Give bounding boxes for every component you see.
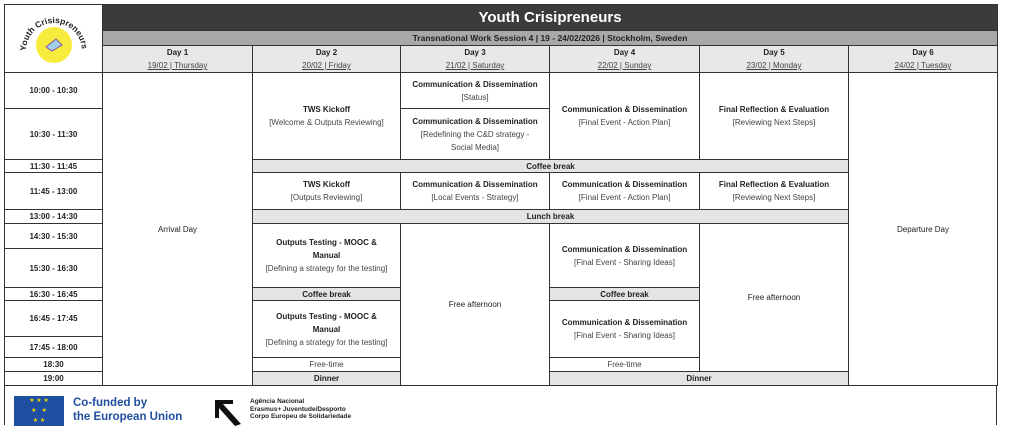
session-cell (400, 108, 550, 160)
time-slot: 11:30 - 11:45 (4, 159, 103, 173)
time-slot: 16:30 - 16:45 (4, 287, 103, 301)
session-title: Communication & Dissemination (561, 105, 688, 114)
session-detail: [Redefining the C&D strategy - Social Media] (420, 129, 530, 152)
session-cell (699, 72, 849, 160)
eu-flag-icon: ★ ★ ★ ★ ★ ★ ★ (14, 396, 64, 426)
agency-line: Agência Nacional (250, 398, 305, 405)
session-detail: [Reviewing Next Steps] (732, 193, 816, 202)
agency-logo-icon (213, 398, 243, 426)
session-detail: [Status] (461, 92, 489, 102)
day-label: Day 6 (912, 48, 934, 57)
session-cell (699, 172, 849, 210)
lunch-break-row: Lunch break (252, 209, 849, 224)
agency-line: Corpo Europeu de Solidariedade (250, 413, 352, 420)
day-header (848, 45, 998, 73)
dinner-cell: Dinner (252, 371, 401, 386)
eu-line: Co-funded by (73, 397, 148, 409)
session-title: TWS Kickoff (302, 105, 351, 114)
day-header (102, 45, 253, 73)
time-slot: 15:30 - 16:30 (4, 248, 103, 288)
session-title: TWS Kickoff (302, 180, 351, 189)
time-slot: 13:00 - 14:30 (4, 209, 103, 224)
time-slot: 16:45 - 17:45 (4, 300, 103, 337)
session-cell (252, 300, 401, 358)
session-detail: [Welcome & Outputs Reviewing] (269, 118, 384, 127)
session-subtitle: Transnational Work Session 4 | 19 - 24/02/2026 | Stockholm, Sweden (102, 30, 998, 46)
day-header (400, 45, 550, 73)
time-slot: 14:30 - 15:30 (4, 223, 103, 249)
free-afternoon-cell: Free afternoon (400, 223, 550, 386)
session-title: Outputs Testing - MOOC & Manual (276, 238, 377, 260)
time-slot: 18:30 (4, 357, 103, 372)
session-detail: [Reviewing Next Steps] (732, 118, 816, 127)
coffee-break-cell: Coffee break (252, 287, 401, 301)
agency-line: Erasmus+ Juventude/Desporto (250, 405, 346, 413)
eu-cofunded-text (73, 396, 182, 424)
svg-text:Youth Crisispreneurs: Youth Crisispreneurs (17, 14, 90, 51)
day-label: Day 4 (613, 48, 636, 57)
arrival-day-cell: Arrival Day (102, 72, 253, 386)
departure-day-cell: Departure Day (848, 72, 998, 386)
day-header (699, 45, 849, 73)
session-detail: [Final Event - Sharing Ideas] (574, 257, 675, 267)
day-label: Day 5 (763, 48, 785, 57)
session-detail: [Defining a strategy for the testing] (265, 337, 388, 347)
day-date: 22/02 | Sunday (597, 61, 652, 70)
day-label: Day 2 (315, 48, 338, 57)
footer (4, 385, 997, 425)
logo-icon (14, 7, 94, 71)
session-cell (549, 300, 700, 358)
eu-line: the European Union (73, 411, 183, 423)
day-date: 20/02 | Friday (302, 61, 351, 70)
session-title: Communication & Dissemination (561, 318, 688, 327)
time-slot: 10:30 - 11:30 (4, 108, 103, 160)
session-cell (400, 72, 550, 109)
day-date: 23/02 | Monday (746, 61, 802, 70)
time-slot: 10:00 - 10:30 (4, 72, 103, 109)
coffee-break-row: Coffee break (252, 159, 849, 173)
session-title: Communication & Dissemination (412, 79, 538, 89)
session-title: Communication & Dissemination (412, 116, 538, 126)
session-title: Final Reflection & Evaluation (718, 180, 830, 189)
session-detail: [Outputs Reviewing] (290, 193, 363, 202)
free-time-cell: Free-time (549, 357, 700, 372)
day-date: 24/02 | Tuesday (894, 61, 952, 70)
logo (4, 4, 103, 73)
day-header (252, 45, 401, 73)
coffee-break-cell: Coffee break (549, 287, 700, 301)
time-slot: 19:00 (4, 371, 103, 386)
session-title: Outputs Testing - MOOC & Manual (276, 311, 377, 334)
day-header (549, 45, 700, 73)
session-detail: [Final Event - Action Plan] (578, 118, 671, 127)
time-slot: 17:45 - 18:00 (4, 336, 103, 358)
session-detail: [Final Event - Action Plan] (578, 193, 671, 202)
day-label: Day 3 (464, 48, 486, 57)
session-detail: [Final Event - Sharing Ideas] (574, 331, 675, 340)
session-detail: [Local Events - Strategy] (431, 193, 519, 202)
day-date: 19/02 | Thursday (147, 61, 208, 70)
session-cell (549, 72, 700, 160)
session-title: Communication & Dissemination (561, 244, 688, 254)
session-cell (252, 72, 401, 160)
time-slot: 11:45 - 13:00 (4, 172, 103, 210)
session-cell (549, 172, 700, 210)
session-cell (252, 223, 401, 288)
free-time-cell: Free-time (252, 357, 401, 372)
session-title: Communication & Dissemination (561, 180, 688, 189)
day-date: 21/02 | Saturday (445, 61, 505, 70)
session-cell (400, 172, 550, 210)
dinner-cell: Dinner (549, 371, 849, 386)
day-label: Day 1 (166, 48, 189, 57)
session-cell (549, 223, 700, 288)
session-cell (252, 172, 401, 210)
session-detail: [Defining a strategy for the testing] (265, 264, 388, 273)
agency-text (250, 398, 351, 421)
free-afternoon-cell: Free afternoon (699, 223, 849, 372)
session-title: Communication & Dissemination (412, 180, 538, 189)
session-title: Final Reflection & Evaluation (718, 105, 830, 114)
page-title: Youth Crisipreneurs (102, 4, 998, 31)
